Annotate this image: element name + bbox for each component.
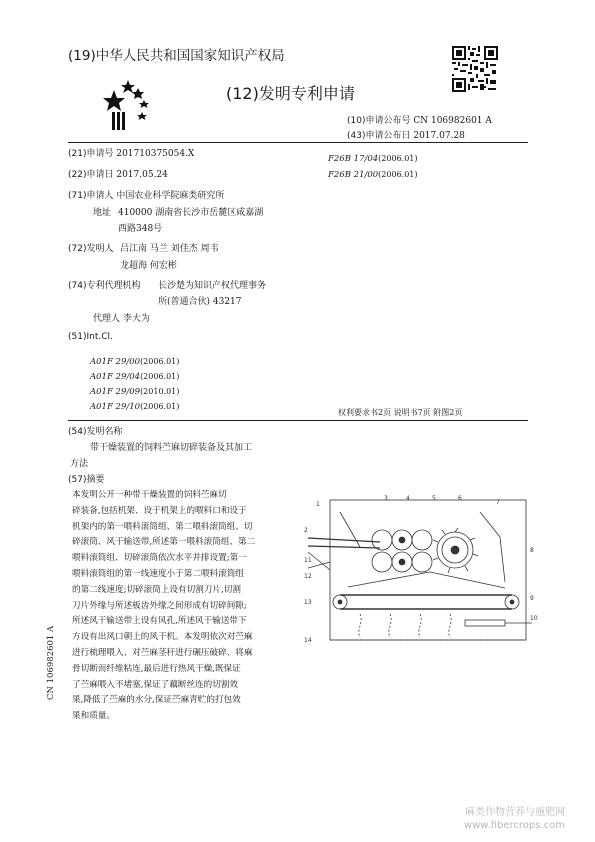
publication-date bbox=[347, 128, 465, 141]
abstract-line: 的第二线速度;切碎滚筒上设有切割刀片,切割 bbox=[72, 584, 241, 595]
agent-label: 代理人 bbox=[93, 314, 121, 324]
abstract-line: 喂料滚筒组、切碎滚筒依次水平并排设置;第一 bbox=[72, 553, 247, 564]
abstract-line: 果,降低了苎麻的水分,保证苎麻青贮的打包效 bbox=[72, 695, 241, 706]
abstract-line: 机架内的第一喂料滚筒组、第二喂料滚筒组、切 bbox=[72, 521, 253, 532]
figure-label: 4 bbox=[406, 495, 410, 502]
title-label: (54)发明名称 bbox=[68, 427, 123, 437]
agency-line-2: 所(普通合伙) 43217 bbox=[158, 297, 242, 307]
inventors-line-2: 龙超海 何宏彬 bbox=[120, 261, 177, 271]
abstract-line: 碎装备,包括机架、设于机架上的喂料口和设于 bbox=[72, 505, 247, 516]
agency-label: (74)专利代理机构 bbox=[68, 281, 141, 291]
application-number-label: (21)申请号 bbox=[68, 149, 114, 159]
address-line-2: 西路348号 bbox=[118, 224, 163, 234]
inventors-line-1: 吕江南 马兰 刘佳杰 周韦 bbox=[120, 244, 219, 254]
application-date-value: 2017.05.24 bbox=[116, 170, 168, 180]
figure-label: 10 bbox=[530, 615, 538, 622]
figure-label: 5 bbox=[432, 495, 436, 502]
agent-value: 李大为 bbox=[122, 314, 150, 324]
conveyor-belt bbox=[333, 572, 519, 609]
invention-title-line-1: 带干燥装置的饲料苎麻切碎装备及其加工 bbox=[90, 443, 253, 453]
abstract-line: 骨切断而纤维粘连,最后进行热风干燥,既保证 bbox=[72, 663, 241, 674]
applicant bbox=[68, 188, 224, 201]
application-date-label: (22)申请日 bbox=[68, 170, 114, 180]
figure-label: 14 bbox=[304, 637, 312, 644]
biblio-divider bbox=[68, 420, 528, 421]
ipc-year: (2006.01) bbox=[378, 154, 418, 163]
figure-label: 1 bbox=[316, 501, 320, 508]
watermark bbox=[464, 806, 565, 832]
apparatus-drawing bbox=[300, 492, 540, 666]
application-number bbox=[68, 146, 194, 159]
ipc-code: F26B 17/04 bbox=[328, 154, 379, 164]
publication-number-label: (10)申请公布号 bbox=[347, 116, 411, 126]
figure-label: 12 bbox=[304, 573, 312, 580]
applicant-label: (71)申请人 bbox=[68, 191, 114, 201]
abstract-line: 本发明公开一种带干燥装置的饲料苎麻切 bbox=[72, 490, 227, 500]
publication-date-value: 2017.07.28 bbox=[413, 131, 465, 141]
figure-label: 6 bbox=[458, 495, 462, 502]
address-label: 地址 bbox=[93, 208, 112, 218]
abstract-line: 所述风干输送带上设有风孔,所述风干输送带下 bbox=[72, 616, 247, 627]
inventor-label: (72)发明人 bbox=[68, 244, 114, 254]
publication-number-value: CN 106982601 A bbox=[413, 116, 492, 126]
abstract-line: 碎滚筒、风干输送带,所述第一喂料滚筒组、第二 bbox=[72, 537, 256, 548]
abstract-text bbox=[72, 488, 294, 725]
abstract-line: 进行梳理喂入、对苎麻茎秆进行碾压破碎、将麻 bbox=[72, 647, 253, 658]
ipc-code: A01F 29/04 bbox=[90, 372, 141, 382]
ipc-code: A01F 29/09 bbox=[90, 387, 141, 397]
ipc-year: (2006.01) bbox=[140, 357, 180, 366]
agency-line-1: 长沙楚为知识产权代理事务 bbox=[158, 281, 267, 291]
ipc-year: (2006.01) bbox=[140, 402, 180, 411]
authority-title: (19)中华人民共和国国家知识产权局 bbox=[68, 48, 285, 64]
abstract-line: 果和质量。 bbox=[72, 711, 115, 722]
abstract-line: 了苎麻喂入不堵塞,保证了藕断丝连的切割效 bbox=[72, 679, 239, 690]
application-number-value: 201710375054.X bbox=[116, 149, 195, 159]
intcl-label: (51)Int.Cl. bbox=[68, 332, 113, 342]
figure-label: 2 bbox=[304, 527, 308, 534]
figure-label: 9 bbox=[530, 595, 534, 602]
cnipa-logo-icon bbox=[98, 76, 154, 132]
ipc-code: F26B 21/00 bbox=[328, 170, 379, 180]
watermark-line-2: www.fibercrops.com bbox=[463, 820, 565, 831]
applicant-value: 中国农业科学院麻类研究所 bbox=[116, 191, 225, 201]
invention-title-line-2: 方法 bbox=[70, 459, 89, 469]
publication-date-label: (43)申请公布日 bbox=[347, 131, 411, 141]
ipc-year: (2006.01) bbox=[378, 170, 418, 179]
header-divider bbox=[68, 142, 528, 143]
abstract-label: (57)摘要 bbox=[68, 475, 105, 485]
figure-label: 13 bbox=[304, 599, 312, 606]
document-type-title: (12)发明专利申请 bbox=[226, 84, 355, 103]
watermark-line-1: 麻类作物营养与施肥网 bbox=[465, 807, 565, 818]
application-date bbox=[68, 167, 168, 180]
feed-rollers bbox=[372, 530, 432, 572]
ipc-year: (2010.01) bbox=[140, 387, 180, 396]
pages-info: 权利要求书2页 说明书7页 附图2页 bbox=[338, 408, 463, 417]
ipc-entry bbox=[90, 394, 179, 413]
address-line-1: 410000 湖南省长沙市岳麓区咸嘉湖 bbox=[118, 208, 264, 218]
agent bbox=[93, 311, 150, 324]
cutting-drum bbox=[433, 528, 478, 573]
figure-label: 11 bbox=[304, 557, 312, 564]
ipc-code: A01F 29/00 bbox=[90, 357, 141, 367]
ipc-year: (2006.01) bbox=[140, 372, 180, 381]
abstract-line: 刀片外缘与所述板齿外缘之间形成有切碎间隙; bbox=[72, 600, 247, 611]
ipc-code: A01F 29/10 bbox=[90, 402, 141, 412]
figure-label: 7 bbox=[496, 499, 500, 506]
qr-code-icon bbox=[452, 46, 498, 92]
figure-label: 8 bbox=[530, 547, 534, 554]
publication-number bbox=[347, 113, 492, 126]
ipc-entry-right bbox=[328, 162, 418, 181]
figure-label: 3 bbox=[384, 495, 388, 502]
abstract-line: 喂料滚筒组的第一线速度小于第二喂料滚筒组 bbox=[72, 568, 244, 579]
abstract-line: 方设有出风口朝上的风干机。本发明依次对苎麻 bbox=[72, 632, 253, 643]
side-publication-number: CN 106982601 A bbox=[46, 625, 56, 700]
